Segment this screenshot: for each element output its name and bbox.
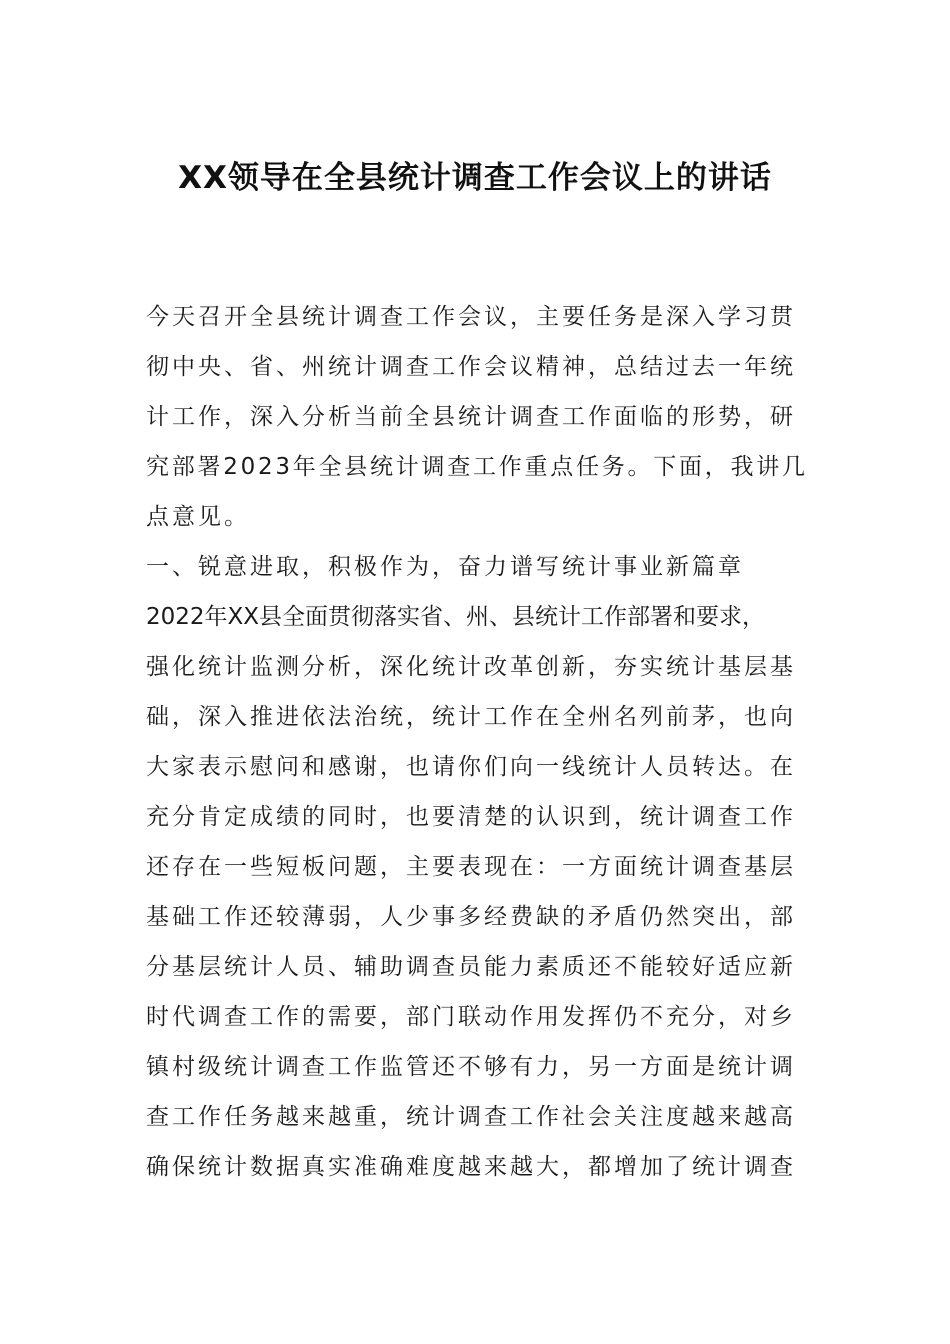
- body-line-14: 分基层统计人员、辅助调查员能力素质还不能较好适应新: [146, 954, 796, 980]
- body-line-4: 究部署2023年全县统计调查工作重点任务。下面，我讲几: [146, 454, 808, 480]
- body-line-3: 计工作，深入分析当前全县统计调查工作面临的形势，研: [146, 404, 796, 430]
- body-line-1: 今天召开全县统计调查工作会议，主要任务是深入学习贯: [146, 304, 796, 330]
- body-line-16: 镇村级统计调查工作监管还不够有力，另一方面是统计调: [146, 1054, 796, 1080]
- body-line-12: 还存在一些短板问题，主要表现在：一方面统计调查基层: [146, 854, 796, 880]
- body-line-10: 大家表示慰问和感谢，也请你们向一线统计人员转达。在: [146, 754, 796, 780]
- body-line-13: 基础工作还较薄弱，人少事多经费缺的矛盾仍然突出，部: [146, 904, 796, 930]
- body-line-5: 点意见。: [146, 504, 250, 530]
- body-line-8: 强化统计监测分析，深化统计改革创新，夯实统计基层基: [146, 654, 796, 680]
- body-line-9: 础，深入推进依法治统，统计工作在全州名列前茅，也向: [146, 704, 796, 730]
- body-line-15: 时代调查工作的需要，部门联动作用发挥仍不充分，对乡: [146, 1004, 796, 1030]
- body-line-17: 查工作任务越来越重，统计调查工作社会关注度越来越高: [146, 1104, 796, 1130]
- body-line-11: 充分肯定成绩的同时，也要清楚的认识到，统计调查工作: [146, 804, 796, 830]
- section-heading-1: 一、锐意进取，积极作为，奋力谱写统计事业新篇章: [146, 554, 744, 580]
- body-line-18: 确保统计数据真实准确难度越来越大，都增加了统计调查: [146, 1154, 796, 1180]
- document-body: [146, 292, 806, 1192]
- document-title: XX领导在全县统计调查工作会议上的讲话: [178, 160, 772, 196]
- body-line-7: 2022年XX县全面贯彻落实省、州、县统计工作部署和要求，: [146, 604, 766, 630]
- body-line-2: 彻中央、省、州统计调查工作会议精神，总结过去一年统: [146, 354, 796, 380]
